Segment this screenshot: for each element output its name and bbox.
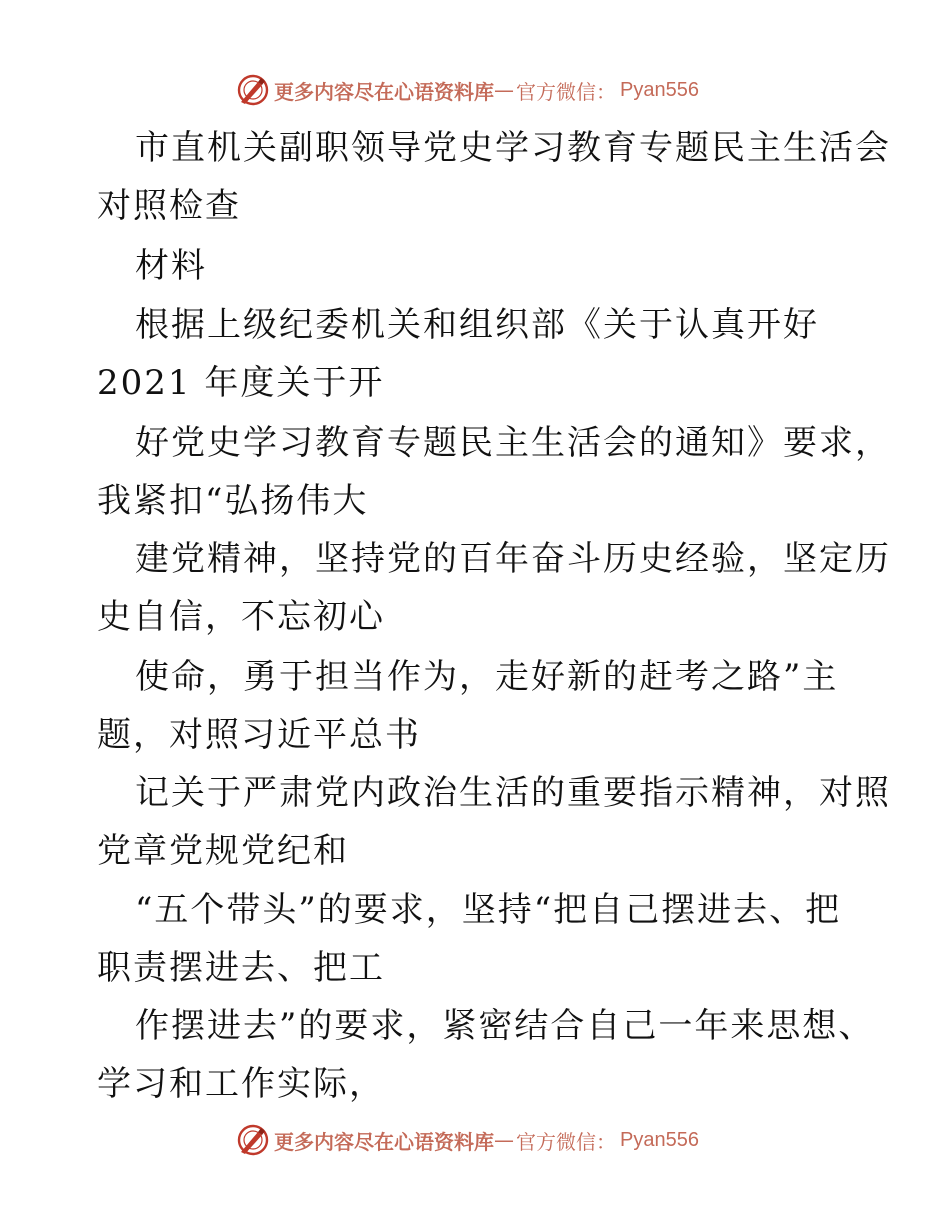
paragraph-line: 2021 年度关于开 <box>97 363 385 403</box>
paragraph-line: 根据上级纪委机关和组织部《关于认真开好 <box>135 305 819 345</box>
paragraph-line: 学习和工作实际， <box>97 1064 385 1104</box>
watermark-text: 更多内容尽在心语资料库 <box>274 1129 494 1154</box>
paragraph-line: 史自信，不忘初心 <box>97 597 385 637</box>
paragraph-line: 使命，勇于担当作为，走好新的赶考之路”主 <box>135 657 839 697</box>
document-title-line-1: 市直机关副职领导党史学习教育专题民主生活会 <box>135 128 891 168</box>
paragraph-line: 题，对照习近平总书 <box>97 715 421 755</box>
header-watermark <box>236 72 699 108</box>
document-title-line-2: 对照检查 <box>97 186 241 226</box>
watermark-label: 官方微信： <box>516 79 616 104</box>
watermark-id: Pyan556 <box>620 1128 699 1151</box>
paragraph-line: 记关于严肃党内政治生活的重要指示精神，对照 <box>135 773 891 813</box>
footer-watermark <box>236 1122 699 1158</box>
paragraph-line: 作摆进去”的要求，紧密结合自己一年来思想、 <box>135 1006 875 1046</box>
watermark-text: 更多内容尽在心语资料库 <box>274 79 494 104</box>
paragraph-line: 职责摆进去、把工 <box>97 948 385 988</box>
document-title-line-3: 材料 <box>135 246 207 286</box>
watermark-id: Pyan556 <box>620 78 699 101</box>
watermark-separator: — <box>494 1128 514 1152</box>
paragraph-line: 党章党规党纪和 <box>97 831 349 871</box>
paragraph-line: 建党精神，坚持党的百年奋斗历史经验，坚定历 <box>135 539 891 579</box>
watermark-label: 官方微信： <box>516 1129 616 1154</box>
paragraph-line: 我紧扣“弘扬伟大 <box>97 481 369 521</box>
pen-logo-icon <box>236 1123 270 1157</box>
paragraph-line: 好党史学习教育专题民主生活会的通知》要求， <box>135 423 891 463</box>
paragraph-line: “五个带头”的要求，坚持“把自己摆进去、把 <box>135 890 842 930</box>
watermark-separator: — <box>494 78 514 102</box>
pen-logo-icon <box>236 73 270 107</box>
